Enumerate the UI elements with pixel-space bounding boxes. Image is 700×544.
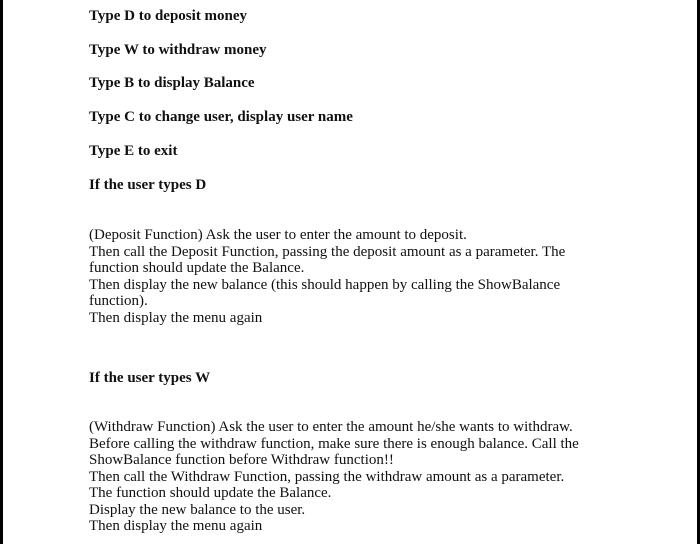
deposit-line: Then display the menu again xyxy=(89,309,263,326)
deposit-line: (Deposit Function) Ask the user to enter the amount to deposit. xyxy=(89,227,467,243)
left-edge-bar xyxy=(0,0,3,544)
deposit-line: Then call the Deposit Function, passing the deposit amount as a parameter. The xyxy=(89,243,566,260)
menu-option-balance: Type B to display Balance xyxy=(89,75,255,91)
deposit-description xyxy=(89,227,609,326)
withdraw-line: ShowBalance function before Withdraw function!! xyxy=(89,452,394,468)
deposit-heading: If the user types D xyxy=(89,177,207,193)
deposit-line: Then display the new balance (this should happen by calling the ShowBalance xyxy=(89,276,561,293)
withdraw-line: Display the new balance to the user. xyxy=(89,501,306,518)
menu-option-exit: Type E to exit xyxy=(89,143,178,159)
menu-option-change-user: Type C to change user, display user name xyxy=(89,109,353,125)
withdraw-line: The function should update the Balance. xyxy=(89,485,332,501)
menu-option-deposit: Type D to deposit money xyxy=(89,8,248,24)
menu-option-withdraw: Type W to withdraw money xyxy=(89,42,267,58)
withdraw-line: Before calling the withdraw function, make sure there is enough balance. Call the xyxy=(89,435,579,452)
withdraw-line: Then call the Withdraw Function, passing the withdraw amount as a parameter. xyxy=(89,468,565,485)
withdraw-line: (Withdraw Function) Ask the user to enter the amount he/she wants to withdraw. xyxy=(89,419,573,435)
deposit-line: function). xyxy=(89,293,148,309)
withdraw-description xyxy=(89,419,609,535)
withdraw-line: Then display the menu again xyxy=(89,518,263,534)
withdraw-heading: If the user types W xyxy=(89,370,211,386)
deposit-line: function should update the Balance. xyxy=(89,260,305,276)
